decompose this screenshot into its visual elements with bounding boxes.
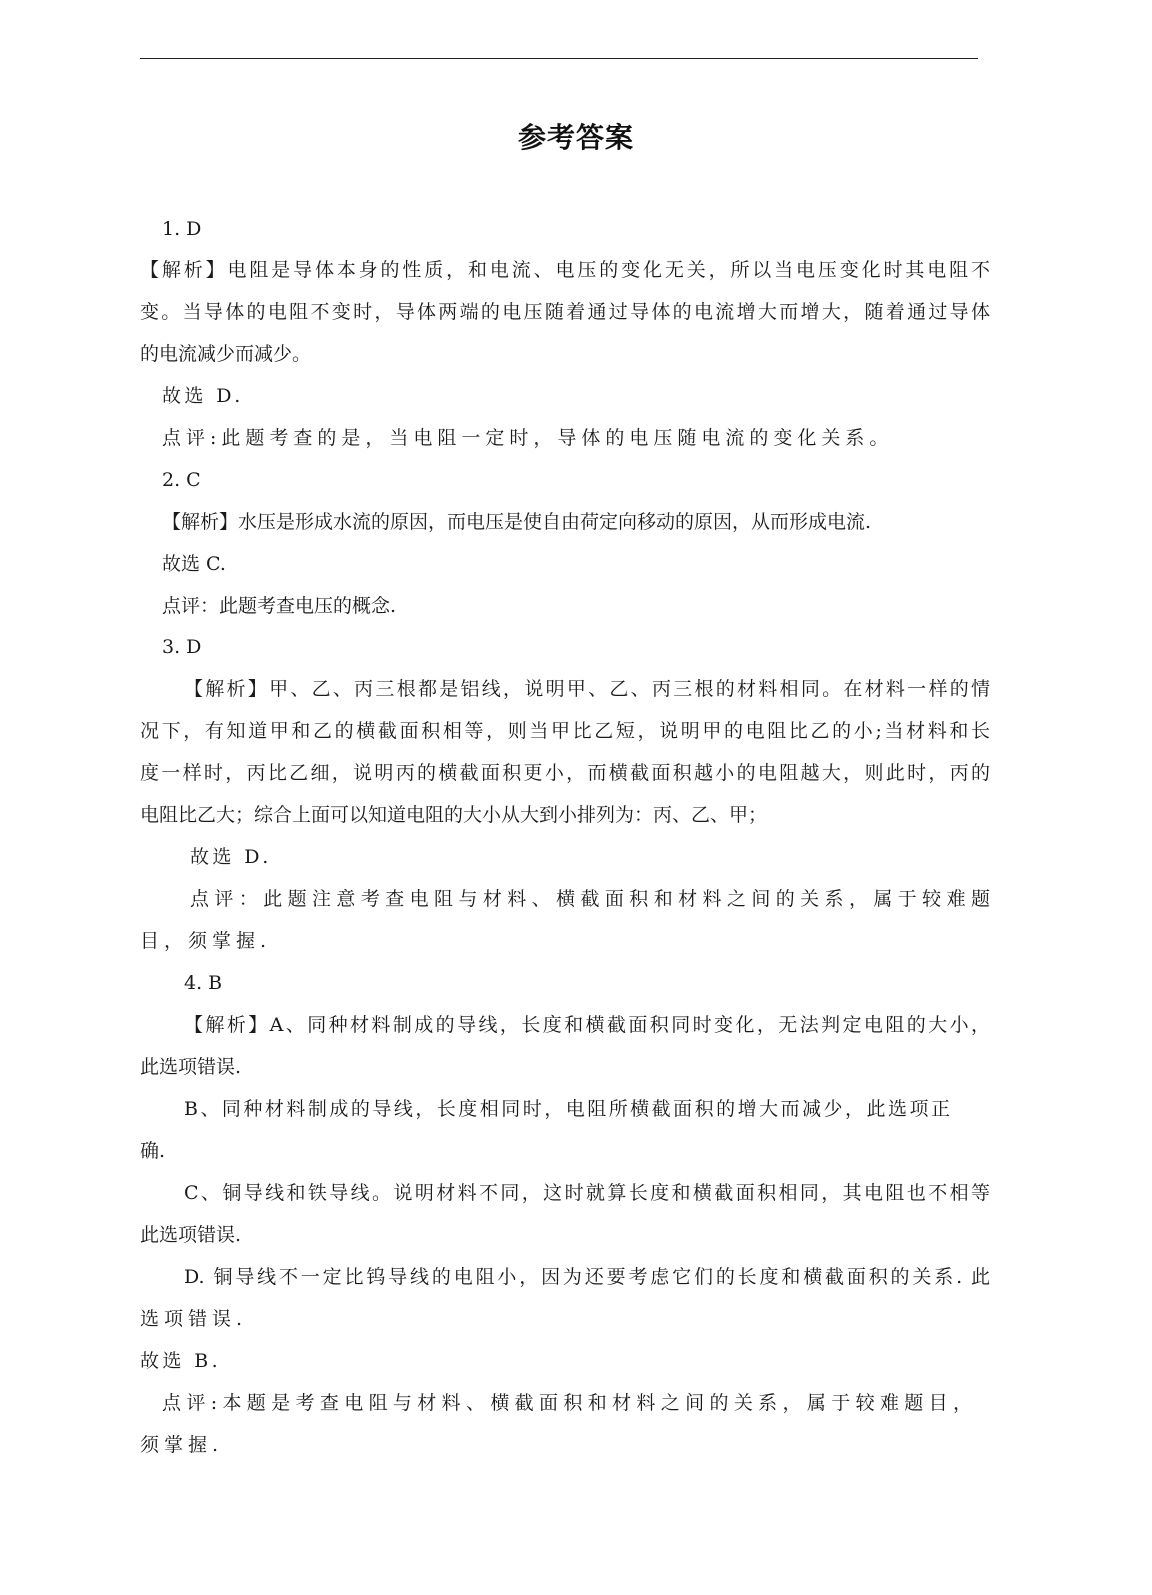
q4-option-d-line-2: 选项错误. <box>140 1308 248 1330</box>
q4-choice: 故选 B. <box>140 1350 222 1372</box>
q1-analysis-line-1: 【解析】电阻是导体本身的性质，和电流、电压的变化无关，所以当电压变化时其电阻不 <box>140 259 990 281</box>
q3-analysis-line-3: 度一样时，丙比乙细，说明丙的横截面积更小，而横截面积越小的电阻越大，则此时，丙的 <box>140 762 990 784</box>
q2-comment: 点评：此题考查电压的概念. <box>162 595 397 617</box>
q4-analysis-line-1: 【解析】A、同种材料制成的导线，长度和横截面积同时变化，无法判定电阻的大小， <box>184 1014 990 1036</box>
q3-comment-line-2: 目，须掌握. <box>140 930 272 952</box>
q4-comment-line-1: 点评:本题是考查电阻与材料、横截面积和材料之间的关系，属于较难题目， <box>162 1392 972 1414</box>
q4-number: 4. B <box>184 972 223 994</box>
q1-comment: 点评:此题考查的是，当电阻一定时，导体的电压随电流的变化关系。 <box>162 427 894 449</box>
q3-comment-line-1: 点评：此题注意考查电阻与材料、横截面积和材料之间的关系，属于较难题 <box>190 888 990 910</box>
q3-number: 3. D <box>162 636 202 658</box>
q1-number: 1. D <box>162 218 202 240</box>
page-title: 参考答案 <box>517 121 634 154</box>
q4-comment-line-2: 须掌握. <box>140 1434 224 1456</box>
q4-analysis-line-2: 此选项错误. <box>140 1056 242 1078</box>
q3-choice: 故选 D. <box>190 846 272 868</box>
q4-option-c-line-2: 此选项错误. <box>140 1224 242 1246</box>
header-rule <box>140 58 978 59</box>
q4-option-d-line-1: D. 铜导线不一定比钨导线的电阻小，因为还要考虑它们的长度和横截面积的关系. 此 <box>184 1266 990 1288</box>
q4-option-b-line-2: 确. <box>140 1140 166 1162</box>
q1-analysis-line-2: 变。当导体的电阻不变时，导体两端的电压随着通过导体的电流增大而增大，随着通过导体 <box>140 301 990 323</box>
q3-analysis-line-4: 电阻比乙大；综合上面可以知道电阻的大小从大到小排列为：丙、乙、甲； <box>140 804 768 826</box>
q2-analysis: 【解析】水压是形成水流的原因，而电压是使自由荷定向移动的原因，从而形成电流. <box>162 511 872 533</box>
q1-analysis-line-3: 的电流减少而减少。 <box>140 343 312 365</box>
q1-choice: 故选 D. <box>162 385 244 407</box>
q2-number: 2. C <box>162 469 201 491</box>
q3-analysis-line-1: 【解析】甲、乙、丙三根都是铝线，说明甲、乙、丙三根的材料相同。在材料一样的情 <box>184 678 990 700</box>
q2-choice: 故选 C. <box>162 553 226 575</box>
q4-option-c-line-1: C、铜导线和铁导线。说明材料不同，这时就算长度和横截面积相同，其电阻也不相等 <box>184 1182 990 1204</box>
q3-analysis-line-2: 况下，有知道甲和乙的横截面积相等，则当甲比乙短，说明甲的电阻比乙的小;当材料和长 <box>140 720 990 742</box>
q4-option-b-line-1: B、同种材料制成的导线，长度相同时，电阻所横截面积的增大而减少，此选项正 <box>184 1098 950 1120</box>
